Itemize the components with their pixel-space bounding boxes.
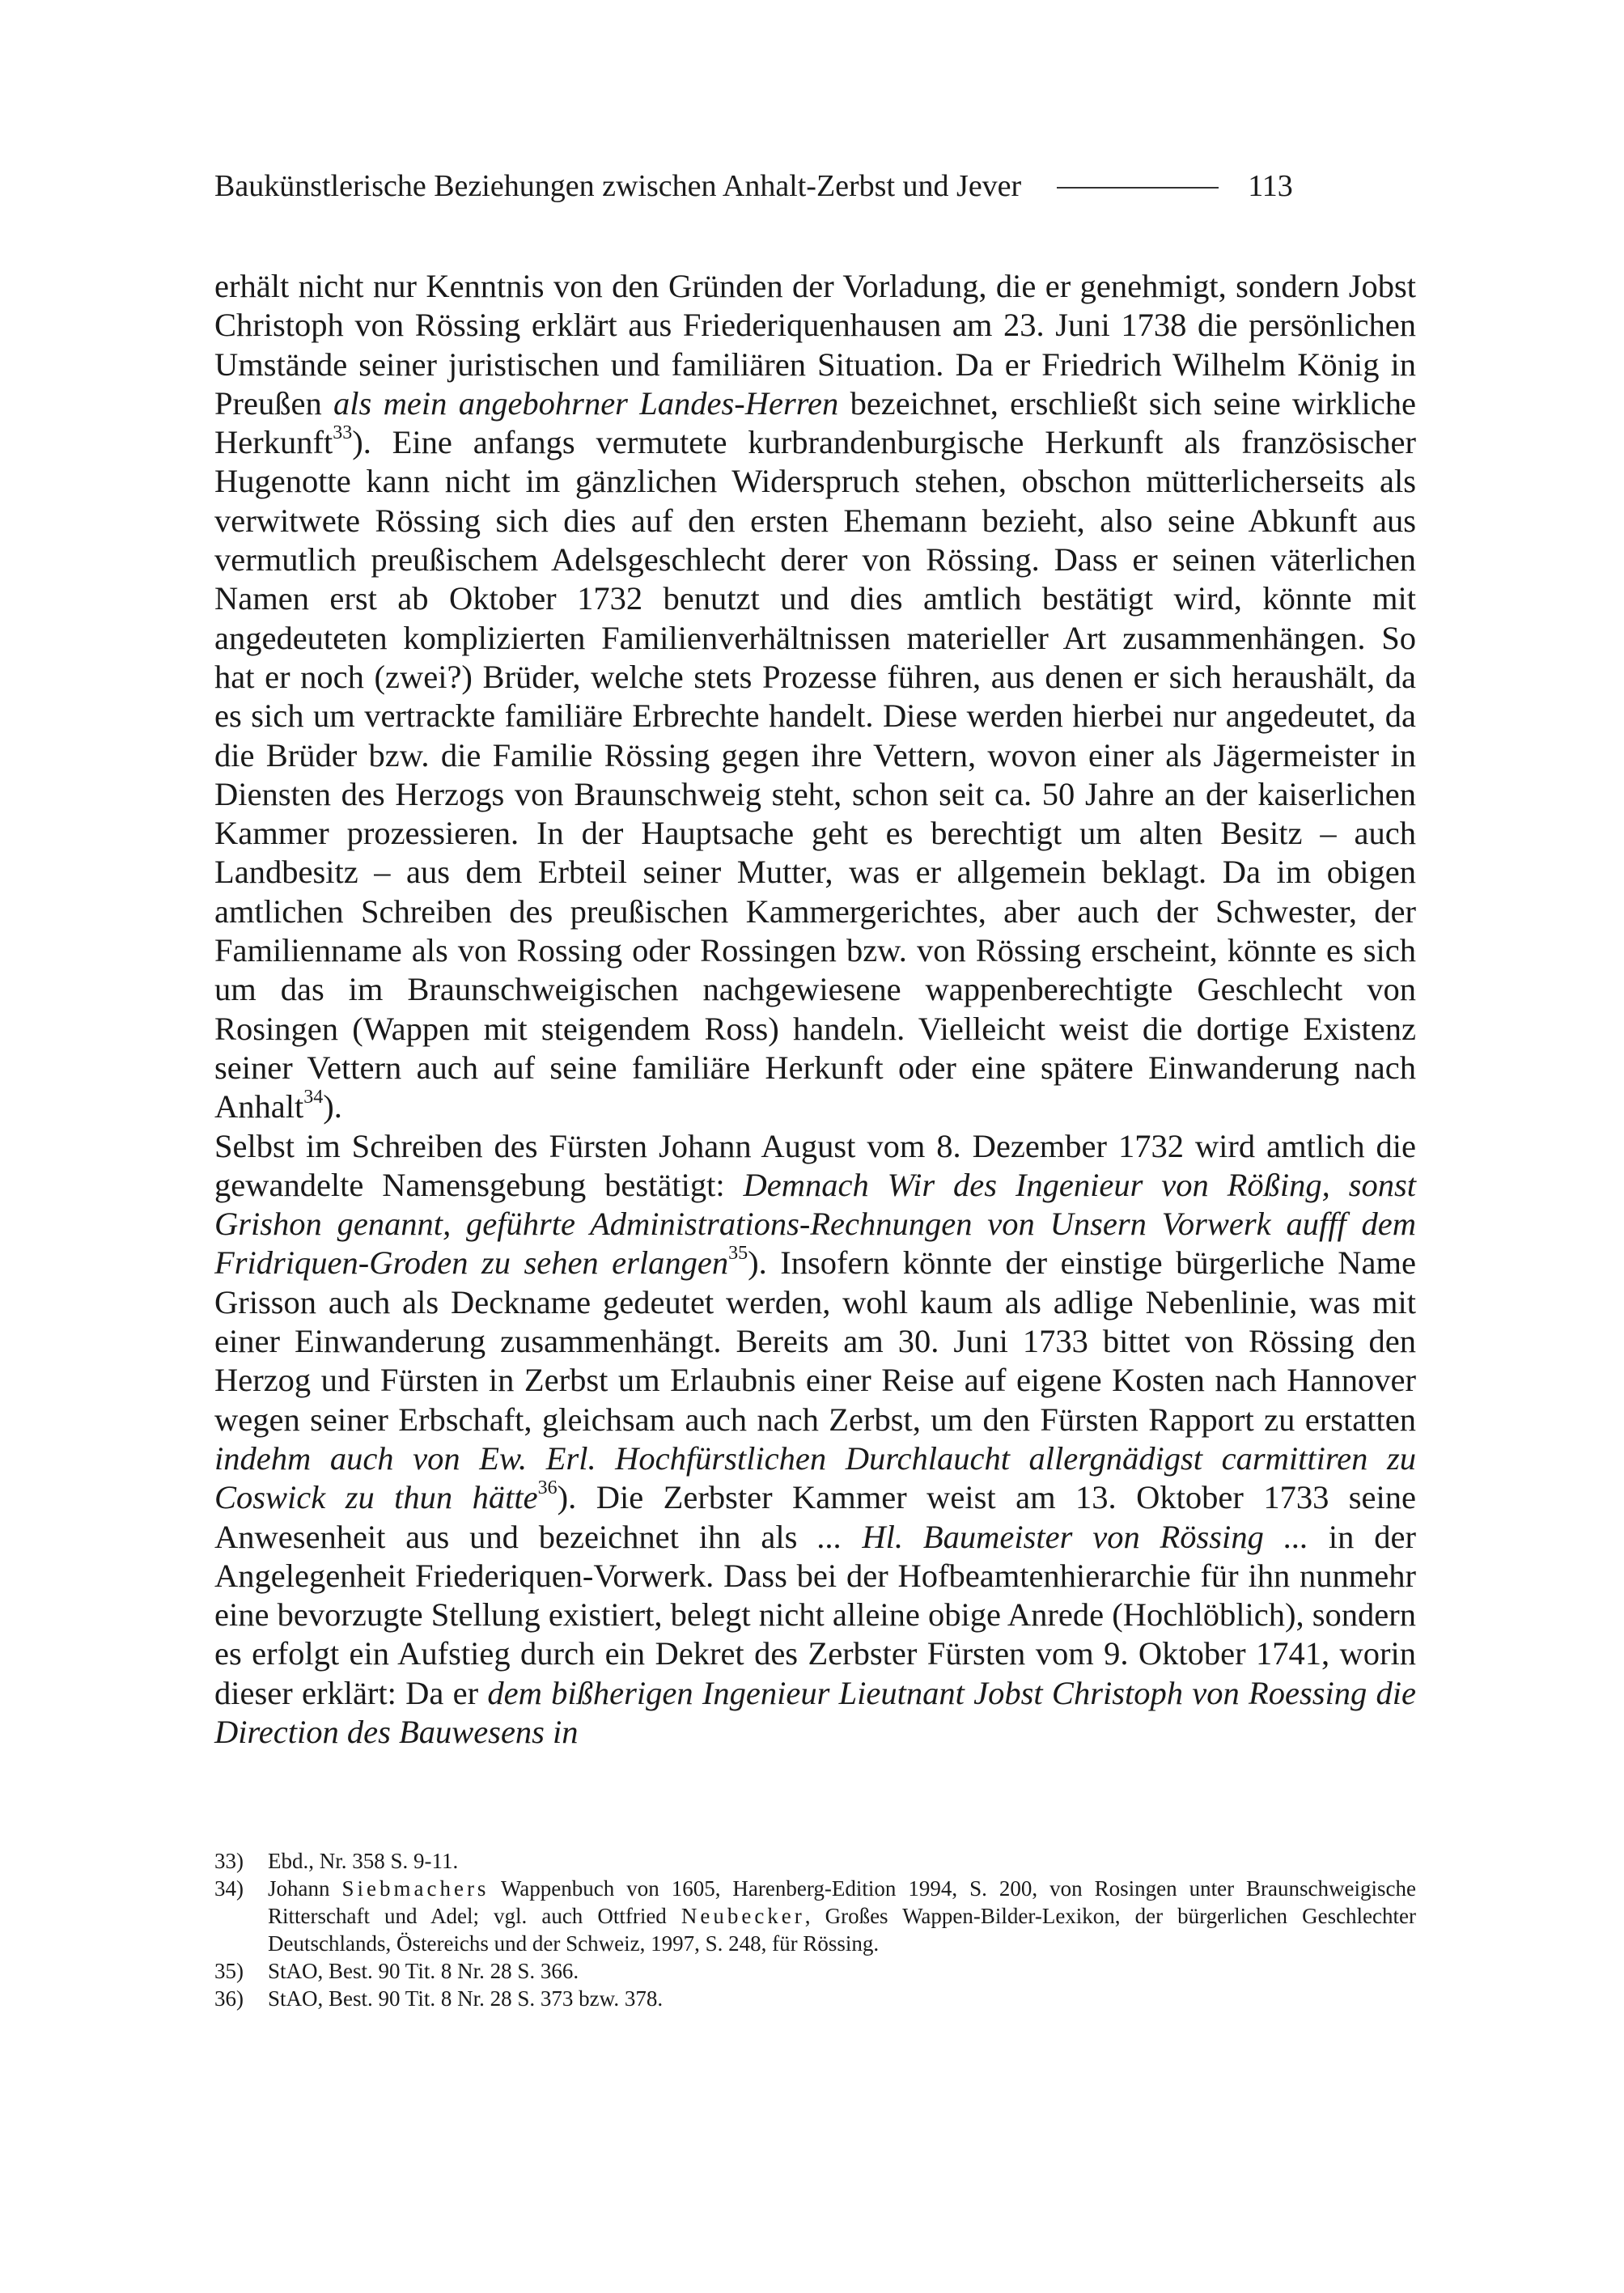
text-run: bezeichnet, erschließt sich seine wirkliche Herkunft <box>214 384 1416 461</box>
italic-quote: dem bißherigen Ingenieur Lieutnant Jobst Christoph von Roessing die Direction des Bauwesens in <box>214 1674 1416 1750</box>
italic-quote: indehm auch von Ew. Erl. Hochfürstlichen Durchlaucht allergnädigst carmittiren zu Coswick zu thun hätte <box>214 1439 1416 1516</box>
footnote-36 <box>214 1985 1416 2012</box>
italic-quote: als mein angebohrner Landes-Herren <box>333 384 839 422</box>
footnote-ref-33[interactable]: 33 <box>333 422 353 444</box>
footnotes <box>214 1847 1416 2012</box>
footnote-number: 33) <box>214 1849 244 1873</box>
text-run: StAO, Best. 90 Tit. 8 Nr. 28 S. 366. <box>268 1959 579 1983</box>
page-number: 113 <box>1248 169 1293 203</box>
text-run: StAO, Best. 90 Tit. 8 Nr. 28 S. 373 bzw. 378. <box>268 1986 664 2011</box>
footnote-text <box>268 1847 1416 1875</box>
footnote-ref-36[interactable]: 36 <box>537 1477 558 1499</box>
text-run: ). Insofern könnte der einstige bürgerliche Name Grisson auch als Deckname gedeutet werden, wohl kaum als adlige Nebenlinie, was mit einer Einwanderung zusammenhängt. Bereits am 30. Juni 1733 bittet von Rössing den Herzog und Fürsten in Zerbst um Erlaubnis einer Reise auf eigene Kosten nach Hannover wegen seiner Erbschaft, gleichsam auch nach Zerbst, um den Fürsten Rapport zu erstatten <box>214 1244 1416 1438</box>
italic-quote: Demnach Wir des Ingenieur von Rößing, sonst Grishon genannt, geführte Administrations-Rechnungen von Unsern Vorwerk aufff dem Fridriquen-Groden zu sehen erlangen <box>214 1166 1416 1282</box>
footnote-number: 36) <box>214 1986 244 2011</box>
main-text <box>214 267 1416 1752</box>
text-run: , Großes Wappen-Bilder-Lexikon, der bürgerlichen Geschlechter Deutschlands, Östereichs und der Schweiz, 1997, S. 248, für Rössing. <box>268 1904 1417 1956</box>
running-head-rule <box>1057 187 1219 189</box>
text-run: ). Eine anfangs vermutete kurbrandenburgische Herkunft als französischer Hugenotte kann nicht im gänzlichen Widerspruch stehen, obschon mütterlicherseits als verwitwete Rössing sich dies auf den ersten Ehemann bezieht, also seine Abkunft aus vermutlich preußischem Adelsgeschlecht derer von Rössing. Dass er seinen väterlichen Namen erst ab Oktober 1732 benutzt und dies amtlich bestätigt wird, könnte mit angedeuteten komplizierten Familienverhältnissen materieller Art zusammenhängen. So hat er noch (zwei?) Brüder, welche stets Prozesse führen, aus denen er sich heraushält, da es sich um vertrackte familiäre Erbrechte handelt. Diese werden hierbei nur angedeutet, da die Brüder bzw. die Familie Rössing gegen ihre Vettern, wovon einer als Jägermeister in Diensten des Herzogs von Braunschweig steht, schon seit ca. 50 Jahre an der kaiserlichen Kammer prozessieren. In der Hauptsache geht es berechtigt um alten Besitz – auch Landbesitz – aus dem Erbteil seiner Mutter, was er allgemein beklagt. Da im obigen amtlichen Schreiben des preußischen Kammergerichtes, aber auch der Schwester, der Familienname als von Rossing oder Rossingen bzw. von Rössing erscheint, könnte es sich um das im Braunschweigischen nachgewiesene wappenberechtigte Geschlecht von Rosingen (Wappen mit steigendem Ross) handeln. Vielleicht weist die dortige Existenz seiner Vettern auch auf seine familiäre Herkunft oder eine spätere Einwanderung nach Anhalt <box>214 424 1416 1125</box>
paragraph-1 <box>214 267 1416 1127</box>
text-run: Wappenbuch von 1605, Harenberg-Edition 1994, S. 200, von Rosingen unter Braunschweigische Ritterschaft und Adel; vgl. auch Ottfried <box>268 1876 1416 1928</box>
text-run: Johann <box>268 1876 342 1901</box>
text-run: ). <box>323 1088 342 1125</box>
author-name: Neubecker <box>681 1904 805 1928</box>
running-head-title: Baukünstlerische Beziehungen zwischen Anhalt-Zerbst und Jever <box>214 169 1022 203</box>
text-run: ). Die Zerbster Kammer weist am 13. Oktober 1733 seine Anwesenheit aus und bezeichnet ihn als <box>214 1479 1416 1555</box>
footnote-text <box>268 1985 1416 2012</box>
author-name: Siebmachers <box>341 1876 490 1901</box>
footnote-text <box>268 1875 1416 1957</box>
text-run: in der Angelegenheit Friederiquen-Vorwerk. Dass bei der Hofbeamtenhierarchie für ihn nunmehr eine bevorzugte Stellung existiert, belegt nicht alleine obige Anrede (Hochlöblich), sondern es erfolgt ein Aufstieg durch ein Dekret des Zerbster Fürsten vom 9. Oktober 1741, worin dieser erklärt: Da er <box>214 1518 1416 1711</box>
footnote-33 <box>214 1847 1416 1875</box>
italic-quote: ... Hl. Baumeister von Rössing ... <box>817 1518 1309 1555</box>
footnote-number: 34) <box>214 1876 244 1901</box>
footnote-ref-34[interactable]: 34 <box>303 1087 324 1108</box>
footnote-number: 35) <box>214 1959 244 1983</box>
text-run: Ebd., Nr. 358 S. 9-11. <box>268 1849 459 1873</box>
paragraph-2 <box>214 1127 1416 1753</box>
footnote-35 <box>214 1957 1416 1985</box>
text-run: Selbst im Schreiben des Fürsten Johann August vom 8. Dezember 1732 wird amtlich die gewandelte Namensgebung bestätigt: <box>214 1127 1416 1203</box>
footnote-34 <box>214 1875 1416 1957</box>
text-run: erhält nicht nur Kenntnis von den Gründen der Vorladung, die er genehmigt, sondern Jobst Christoph von Rössing erklärt aus Friederiquenhausen am 23. Juni 1738 die persönlichen Umstände seiner juristischen und familiären Situation. Da er Friedrich Wilhelm König in Preußen <box>214 268 1416 422</box>
footnote-ref-35[interactable]: 35 <box>728 1243 748 1265</box>
running-head <box>214 167 1416 206</box>
footnote-text <box>268 1957 1416 1985</box>
